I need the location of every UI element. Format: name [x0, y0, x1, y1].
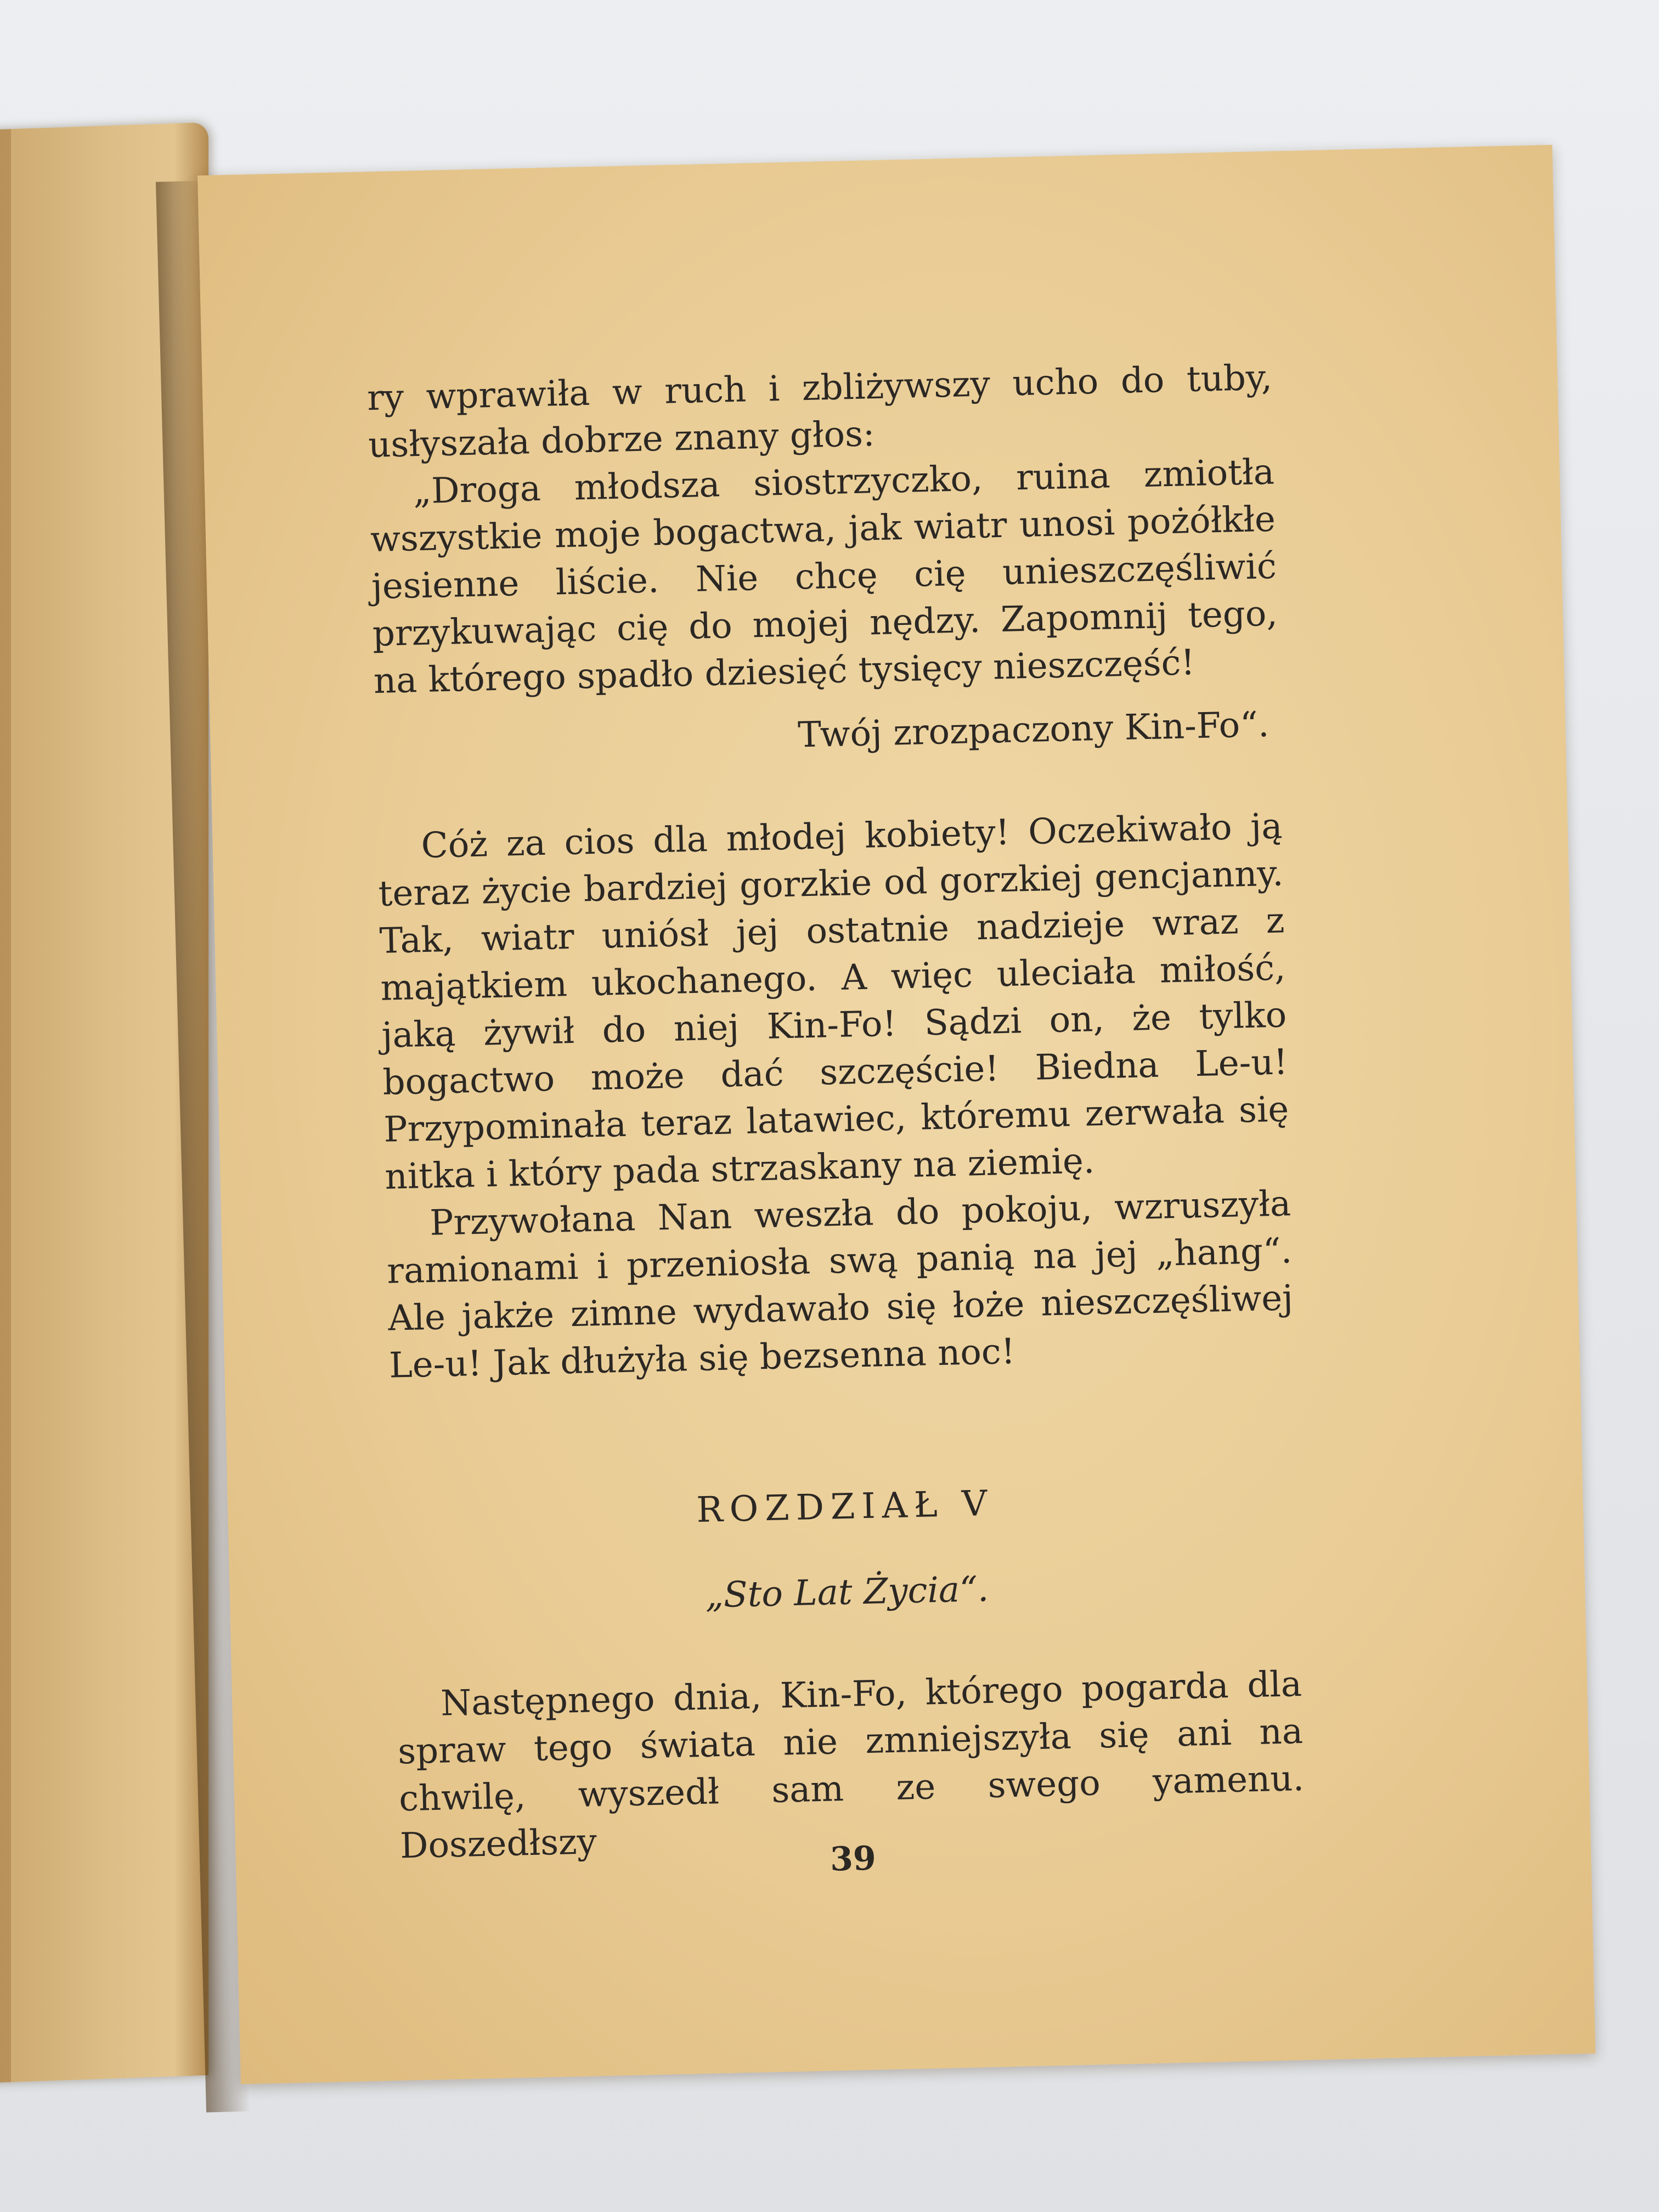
- paragraph: ry wprawiła w ruch i zbliżywszy ucho do tuby, usłyszała dobrze znany głos:: [366, 357, 1273, 466]
- left-page-edge: [0, 129, 11, 2084]
- right-page: [198, 145, 1595, 2084]
- paragraph: Następnego dnia, Kin-Fo, którego pogarda dla spraw tego świata nie zmniejszyła się ani na chwilę, wyszedł sam ze swego yamenu. Doszedłszy: [397, 1664, 1305, 1867]
- chapter-subtitle: „Sto Lat Życia“.: [704, 1568, 989, 1616]
- paragraph: Przywołana Nan weszła do pokoju, wzruszyła ramionami i przeniosła swą panią na jej „hang“. Ale jakże zimne wydawało się łoże nieszczęśliwej Le-u! Jak dłużyła się bezsenna noc!: [386, 1183, 1294, 1386]
- paragraph: Cóż za cios dla młodej kobiety! Oczekiwało ją teraz życie bardziej gorzkie od gorzkiej gencjanny. Tak, wiatr uniósł jej ostatnie nadzieje wraz z majątkiem ukochanego. A więc uleciała miłość, jaką żywił do niej Kin-Fo! Sądzi on, że tylko bogactwo może dać szczęście! Biedna Le-u! Przypominała teraz latawiec, któremu zerwała się nitka i który pada strzaskany na ziemię.: [377, 806, 1289, 1198]
- page-text-block: [366, 354, 1305, 1870]
- chapter-title: ROZDZIAŁ V: [696, 1483, 995, 1531]
- page-number: 39: [830, 1839, 877, 1879]
- letter-paragraph: „Droga młodsza siostrzyczko, ruina zmiotła wszystkie moje bogactwa, jak wiatr unosi pożółkłe jesienne liście. Nie chcę cię unieszczęśliwić przykuwając cię do mojej nędzy. Zapomnij tego, na którego spadło dziesięć tysięcy nieszczęść!: [370, 452, 1278, 702]
- letter-signature: Twój zrozpaczony Kin-Fo“.: [797, 704, 1270, 756]
